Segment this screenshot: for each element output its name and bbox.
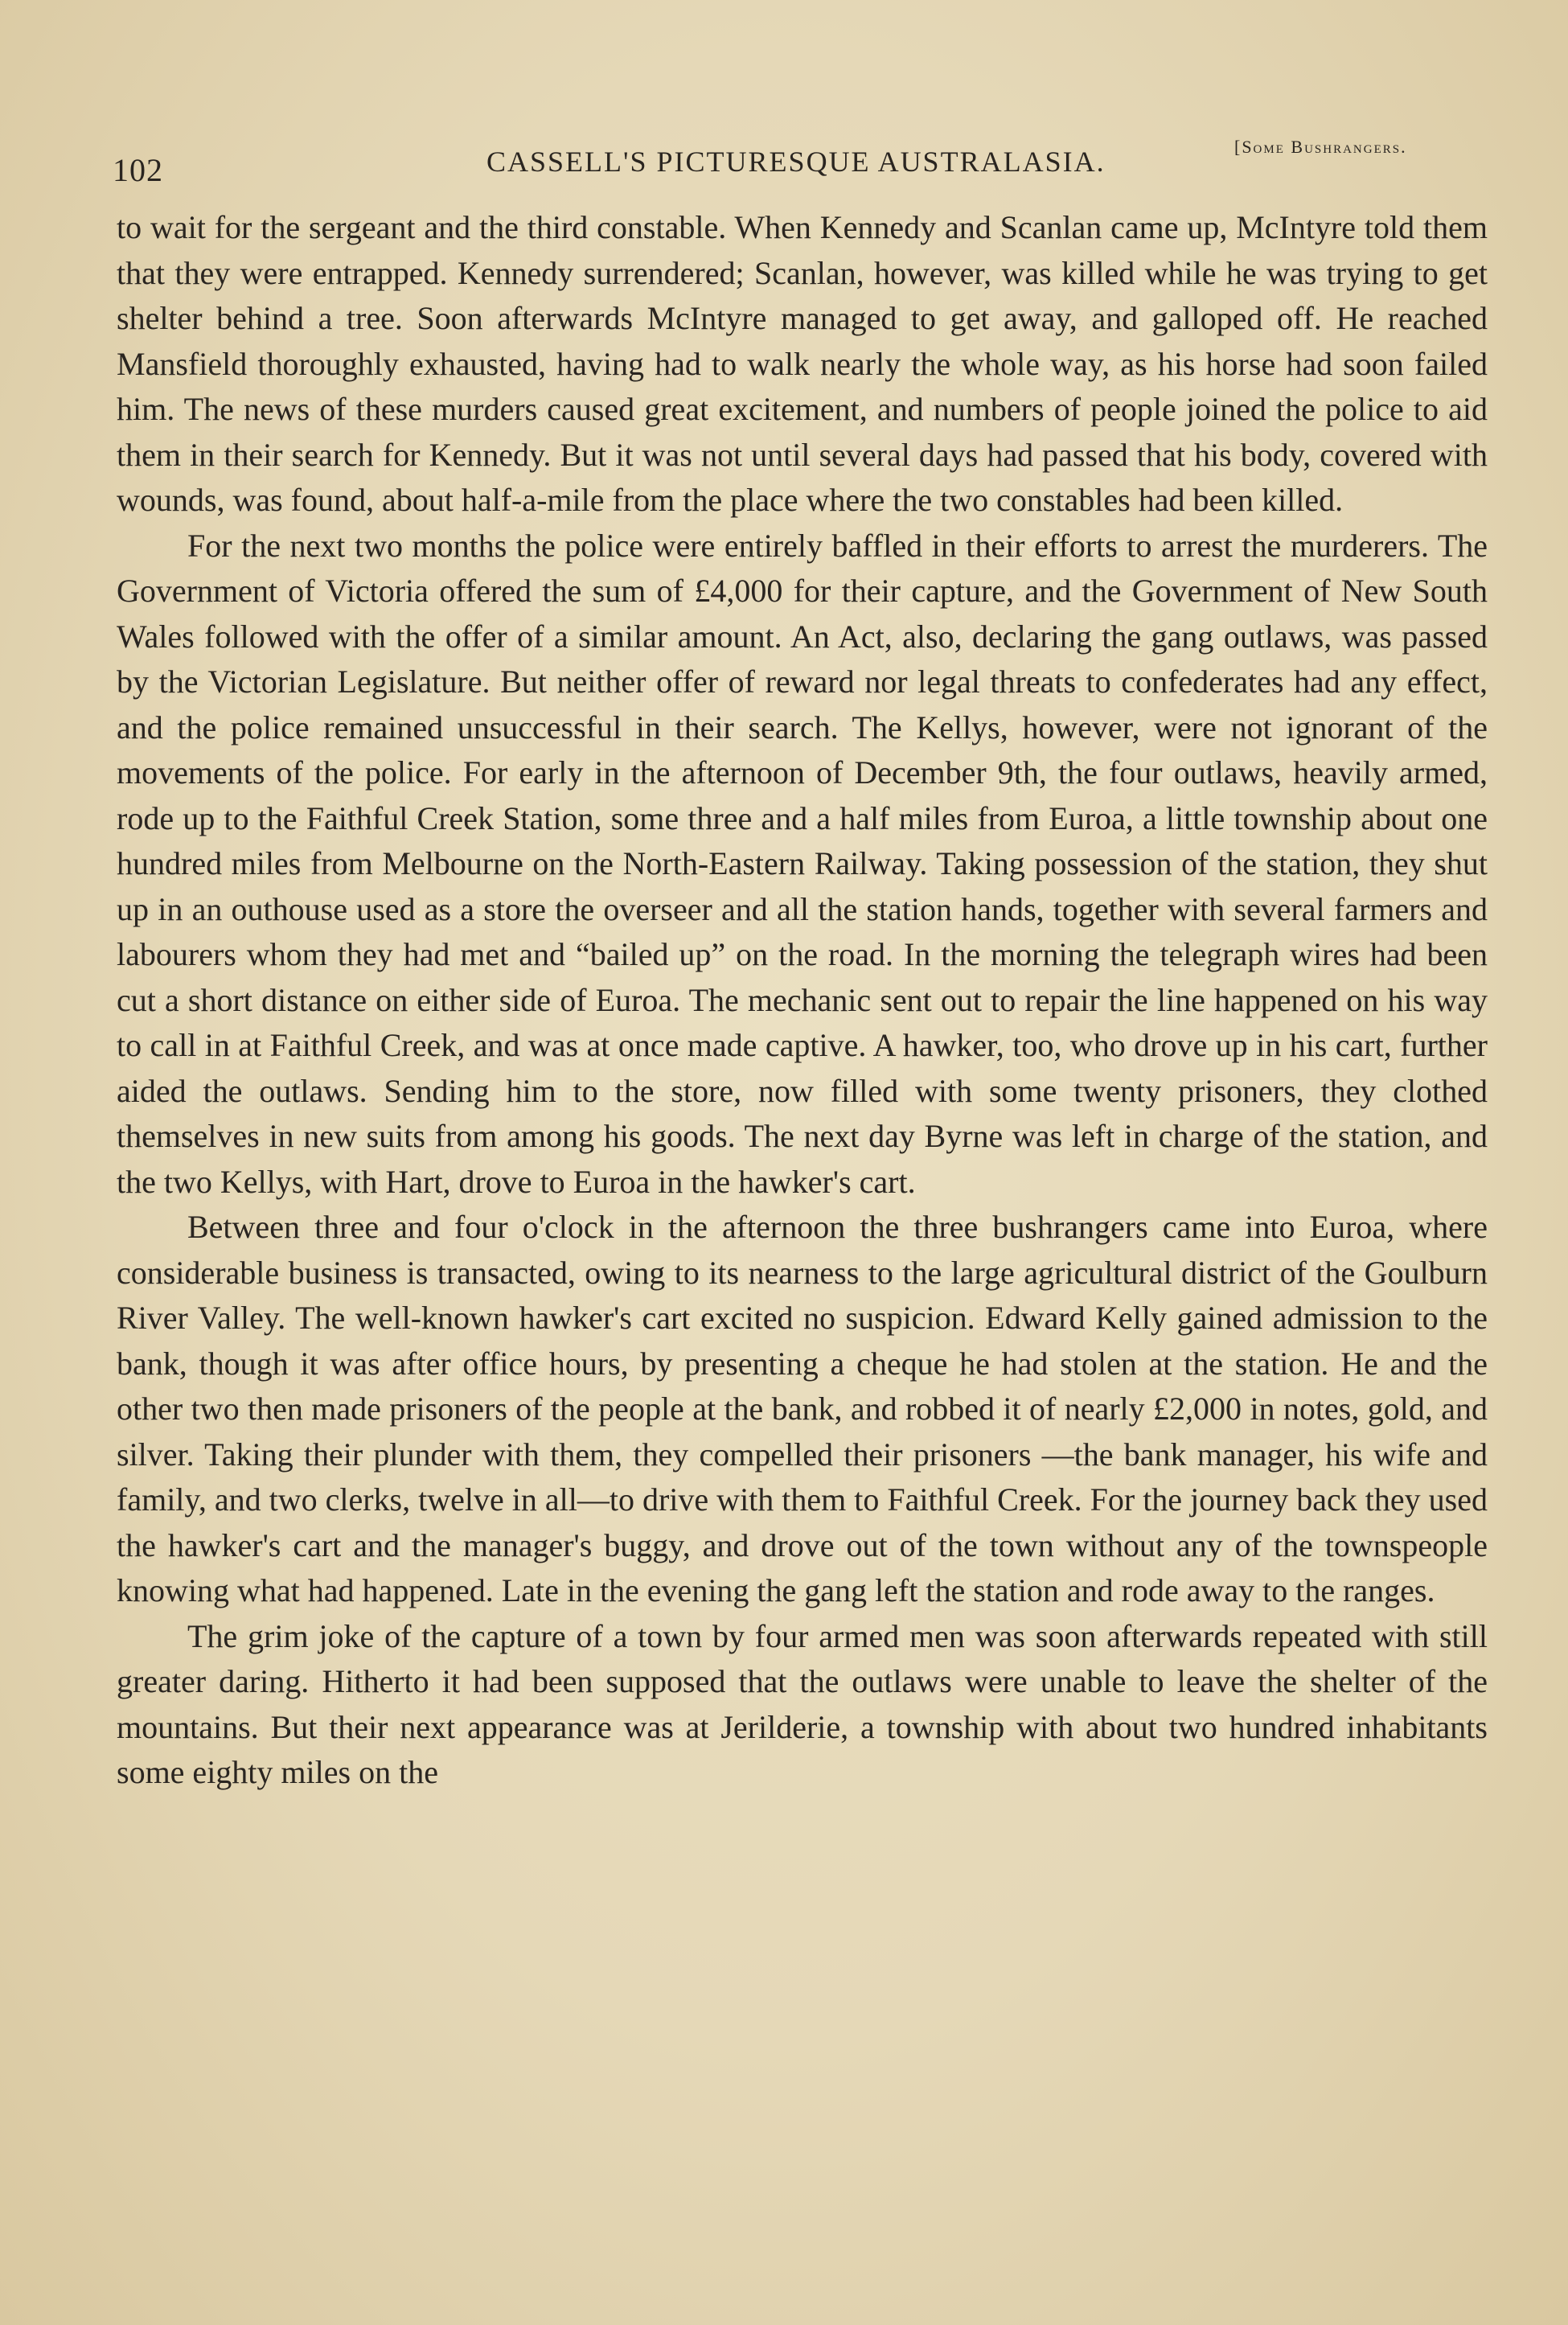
section-title: [Some Bushrangers. (1234, 137, 1407, 157)
running-title: CASSELL'S PICTURESQUE AUSTRALASIA. (486, 146, 1106, 178)
paragraph-3: Between three and four o'clock in the afternoon the three bushrangers came into Euroa, where considerable business is transacted, owing to its nearness to the large agricultural district of the Goulburn River Valley. The well-known hawker's cart excited no suspicion. Edward Kelly gained admission to the bank, though it was after office hours, by presenting a cheque he had stolen at the station. He and the other two then made prisoners of the people at the bank, and robbed it of nearly £2,000 in notes, gold, and silver. Taking their plunder with them, they compelled their prisoners —the bank manager, his wife and family, and two clerks, twelve in all—to drive with them to Faithful Creek. For the journey back they used the hawker's cart and the manager's buggy, and drove out of the town without any of the townspeople knowing what had happened. Late in the evening the gang left the station and rode away to the ranges. (117, 1209, 1488, 1608)
page-number: 102 (113, 152, 163, 188)
body-text (117, 205, 1488, 1796)
page-header (113, 129, 1480, 193)
paragraph-4: The grim joke of the capture of a town by four armed men was soon afterwards repeated with still greater daring. Hitherto it had been supposed that the outlaws were unable to leave the shelter of the mountains. But their next appearance was at Jerilderie, a township with about two hundred inhabitants some eighty miles on the (117, 1617, 1488, 1790)
paragraph-1: to wait for the sergeant and the third constable. When Kennedy and Scanlan came up, McIntyre told them that they were entrapped. Kennedy surrendered; Scanlan, however, was killed while he was trying to get shelter behind a tree. Soon afterwards McIntyre managed to get away, and galloped off. He reached Mansfield thoroughly exhausted, having had to walk nearly the whole way, as his horse had soon failed him. The news of these murders caused great excitement, and numbers of people joined the police to aid them in their search for Kennedy. But it was not until several days had passed that his body, covered with wounds, was found, about half-a-mile from the place where the two constables had been killed. (117, 209, 1488, 518)
paragraph-2: For the next two months the police were entirely baffled in their efforts to arrest the murderers. The Government of Victoria offered the sum of £4,000 for their capture, and the Government of New South Wales followed with the offer of a similar amount. An Act, also, declaring the gang outlaws, was passed by the Victorian Legislature. But neither offer of reward nor legal threats to confederates had any effect, and the police remained unsuccessful in their search. The Kellys, however, were not ignorant of the movements of the police. For early in the afternoon of December 9th, the four outlaws, heavily armed, rode up to the Faithful Creek Station, some three and a half miles from Euroa, a little township about one hundred miles from Melbourne on the North-Eastern Railway. Taking possession of the station, they shut up in an outhouse used as a store the overseer and all the station hands, together with several farmers and labourers whom they had met and “bailed up” on the road. In the morning the telegraph wires had been cut a short distance on either side of Euroa. The mechanic sent out to repair the line happened on his way to call in at Faithful Creek, and was at once made captive. A hawker, too, who drove up in his cart, further aided the outlaws. Sending him to the store, now filled with some twenty prisoners, they clothed themselves in new suits from among his goods. The next day Byrne was left in charge of the station, and the two Kellys, with Hart, drove to Euroa in the hawker's cart. (117, 527, 1488, 1200)
